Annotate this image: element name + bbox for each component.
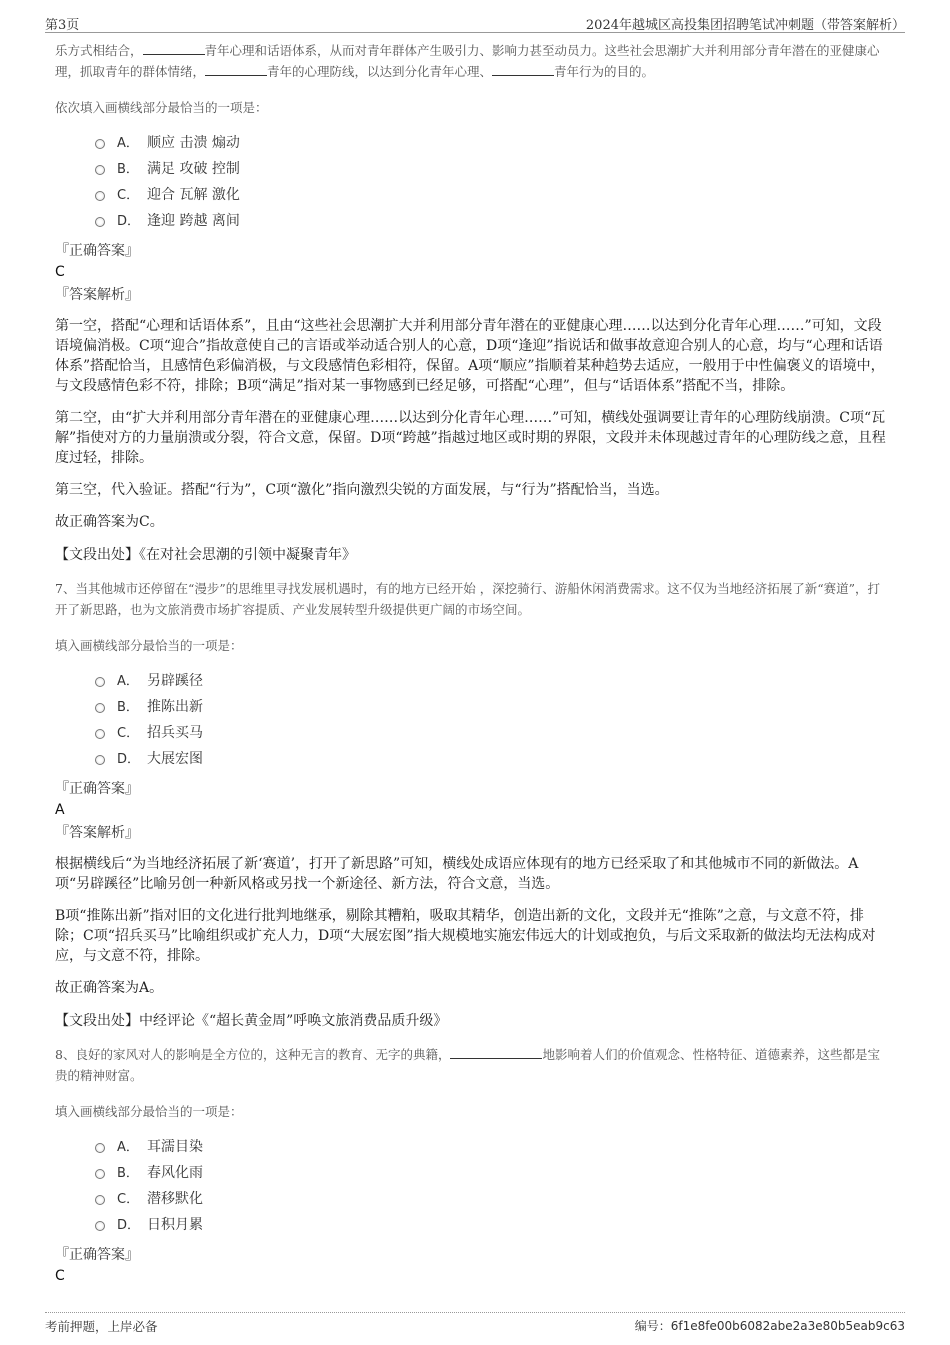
question-8-instruction: 填入画横线部分最恰当的一项是： <box>55 1104 243 1119</box>
option-letter: D． <box>117 1218 141 1233</box>
q6-text-part: 青年心理和话语体系，从而对青年群体产生吸引力、影响力甚至动员力。这些社会思潮扩大并利用部分青年潜在的亚健康心理，抓取青年的群体情绪， <box>55 43 880 79</box>
page-header <box>45 12 905 33</box>
radio-icon[interactable] <box>95 1169 105 1179</box>
analysis-paragraph: B项“推陈出新”指对旧的文化进行批判地继承，剔除其糟粕，吸取其精华，创造出新的文化，文段并无“推陈”之意，与文意不符，排除；C项“招兵买马”比喻组织或扩充人力，D项“大展宏图”指大规模地实施宏伟远大的计划或抱负，与后文采取新的做法均无法构成对应，与文意不符，排除。 <box>55 908 876 964</box>
analysis-paragraph: 第一空，搭配“心理和话语体系”，且由“这些社会思潮扩大并利用部分青年潜在的亚健康心理……以达到分化青年心理……”可知，文段语境偏消极。C项“迎合”指故意使自己的言语或举动适合别人的心意，D项“逢迎”指说话和做事故意迎合别人的心意，均与“心理和话语体系”搭配恰当，且感情色彩偏消极，与文段感情色彩相符，保留。A项“顺应”指顺着某种趋势去适应，一般用于中性偏褒义的语境中，与文段感情色彩不符，排除；B项“满足”指对某一事物感到已经足够，可搭配“心理”，但与“话语体系”搭配不当，排除。 <box>55 318 885 394</box>
blank-line <box>143 42 205 55</box>
answer-value: C <box>55 264 65 280</box>
option-text: 顺应 击溃 煽动 <box>147 135 240 151</box>
analysis-paragraph: 第三空，代入验证。搭配“行为”，C项“激化”指向激烈尖锐的方面发展，与“行为”搭配恰当，当选。 <box>55 482 669 498</box>
option-letter: C． <box>117 1192 140 1207</box>
option-text: 推陈出新 <box>147 699 203 715</box>
page-footer <box>45 1312 905 1334</box>
question-7-instruction: 填入画横线部分最恰当的一项是： <box>55 638 243 653</box>
question-6-analysis <box>55 316 890 532</box>
option-d[interactable] <box>95 208 890 234</box>
blank-line <box>492 63 554 76</box>
question-8-text <box>55 1044 890 1086</box>
radio-icon[interactable] <box>95 755 105 765</box>
radio-icon[interactable] <box>95 1221 105 1231</box>
option-letter: C． <box>117 726 140 741</box>
option-text: 日积月累 <box>147 1217 203 1233</box>
answer-label: 『正确答案』 <box>55 781 139 797</box>
option-letter: B． <box>117 1166 139 1181</box>
analysis-label: 『答案解析』 <box>55 825 139 841</box>
page-content <box>55 40 890 1288</box>
answer-value: A <box>55 802 65 818</box>
option-text: 大展宏图 <box>147 751 203 767</box>
option-b[interactable] <box>95 1160 890 1186</box>
option-a[interactable] <box>95 668 890 694</box>
answer-value: C <box>55 1268 65 1284</box>
question-6-text <box>55 40 890 82</box>
analysis-paragraph: 根据横线后“为当地经济拓展了新‘赛道’，打开了新思路”可知，横线处成语应体现有的地方已经采取了和其他城市不同的新做法。A项“另辟蹊径”比喻另创一种新风格或另找一个新途径、新方法，符合文意，当选。 <box>55 856 859 892</box>
source-citation: 【文段出处】中经评论《“超长黄金周”呼唤文旅消费品质升级》 <box>55 1013 448 1029</box>
option-b[interactable] <box>95 156 890 182</box>
option-text: 耳濡目染 <box>147 1139 203 1155</box>
option-b[interactable] <box>95 694 890 720</box>
question-7-options <box>95 668 890 772</box>
option-text: 春风化雨 <box>147 1165 203 1181</box>
option-a[interactable] <box>95 1134 890 1160</box>
option-d[interactable] <box>95 1212 890 1238</box>
radio-icon[interactable] <box>95 217 105 227</box>
radio-icon[interactable] <box>95 1143 105 1153</box>
option-text: 逢迎 跨越 离间 <box>147 213 240 229</box>
radio-icon[interactable] <box>95 139 105 149</box>
radio-icon[interactable] <box>95 677 105 687</box>
question-7-text: 7、当其他城市还停留在“漫步”的思维里寻找发展机遇时，有的地方已经开始 ，深挖骑行、游船休闲消费需求。这不仅为当地经济拓展了新“赛道”，打开了新思路，也为文旅消费市场扩容提质、产业发展转型升级提供更广阔的市场空间。 <box>55 581 880 617</box>
q6-text-part: 乐方式相结合， <box>55 43 143 58</box>
question-8-options <box>95 1134 890 1238</box>
option-text: 招兵买马 <box>147 725 203 741</box>
option-text: 潜移默化 <box>147 1191 203 1207</box>
option-c[interactable] <box>95 182 890 208</box>
option-letter: B． <box>117 700 139 715</box>
option-c[interactable] <box>95 720 890 746</box>
radio-icon[interactable] <box>95 165 105 175</box>
page-number: 第3页 <box>45 18 80 33</box>
option-a[interactable] <box>95 130 890 156</box>
answer-label: 『正确答案』 <box>55 1247 139 1263</box>
option-text: 另辟蹊径 <box>147 673 203 689</box>
option-c[interactable] <box>95 1186 890 1212</box>
q6-text-part: 青年的心理防线，以达到分化青年心理、 <box>267 64 493 79</box>
option-letter: B． <box>117 162 139 177</box>
source-citation: 【文段出处】《在对社会思潮的引领中凝聚青年》 <box>55 547 356 563</box>
analysis-paragraph: 第二空，由“扩大并利用部分青年潜在的亚健康心理……以达到分化青年心理……”可知，横线处强调要让青年的心理防线崩溃。C项“瓦解”指使对方的力量崩溃或分裂，符合文意，保留。D项“跨越”指越过地区或时期的界限，文段并未体现越过青年的心理防线之意，且程度过轻，排除。 <box>55 410 886 466</box>
option-letter: A． <box>117 1140 139 1155</box>
q8-text-part: 地影响着人们的价值观念、性格特征、道德素养，这些都是宝贵的精神财富。 <box>55 1047 880 1083</box>
option-letter: A． <box>117 674 139 689</box>
radio-icon[interactable] <box>95 703 105 713</box>
document-title: 2024年越城区高投集团招聘笔试冲刺题（带答案解析） <box>585 18 905 33</box>
question-6-instruction: 依次填入画横线部分最恰当的一项是： <box>55 100 268 115</box>
q8-text-part: 8、良好的家风对人的影响是全方位的，这种无言的教育、无字的典籍， <box>55 1047 451 1062</box>
question-7-analysis <box>55 854 890 998</box>
radio-icon[interactable] <box>95 191 105 201</box>
option-letter: C． <box>117 188 140 203</box>
radio-icon[interactable] <box>95 729 105 739</box>
option-letter: D． <box>117 752 141 767</box>
option-text: 迎合 瓦解 激化 <box>147 187 240 203</box>
footer-slogan: 考前押题，上岸必备 <box>45 1319 158 1334</box>
option-d[interactable] <box>95 746 890 772</box>
option-letter: A． <box>117 136 139 151</box>
document-code: 编号：6f1e8fe00b6082abe2a3e80b5eab9c63 <box>634 1319 905 1333</box>
analysis-paragraph: 故正确答案为C。 <box>55 514 164 530</box>
blank-line <box>205 63 267 76</box>
analysis-paragraph: 故正确答案为A。 <box>55 980 164 996</box>
question-6-options <box>95 130 890 234</box>
radio-icon[interactable] <box>95 1195 105 1205</box>
analysis-label: 『答案解析』 <box>55 287 139 303</box>
option-text: 满足 攻破 控制 <box>147 161 240 177</box>
answer-label: 『正确答案』 <box>55 243 139 259</box>
blank-line <box>450 1046 542 1059</box>
q6-text-part: 青年行为的目的。 <box>554 64 655 79</box>
option-letter: D． <box>117 214 141 229</box>
